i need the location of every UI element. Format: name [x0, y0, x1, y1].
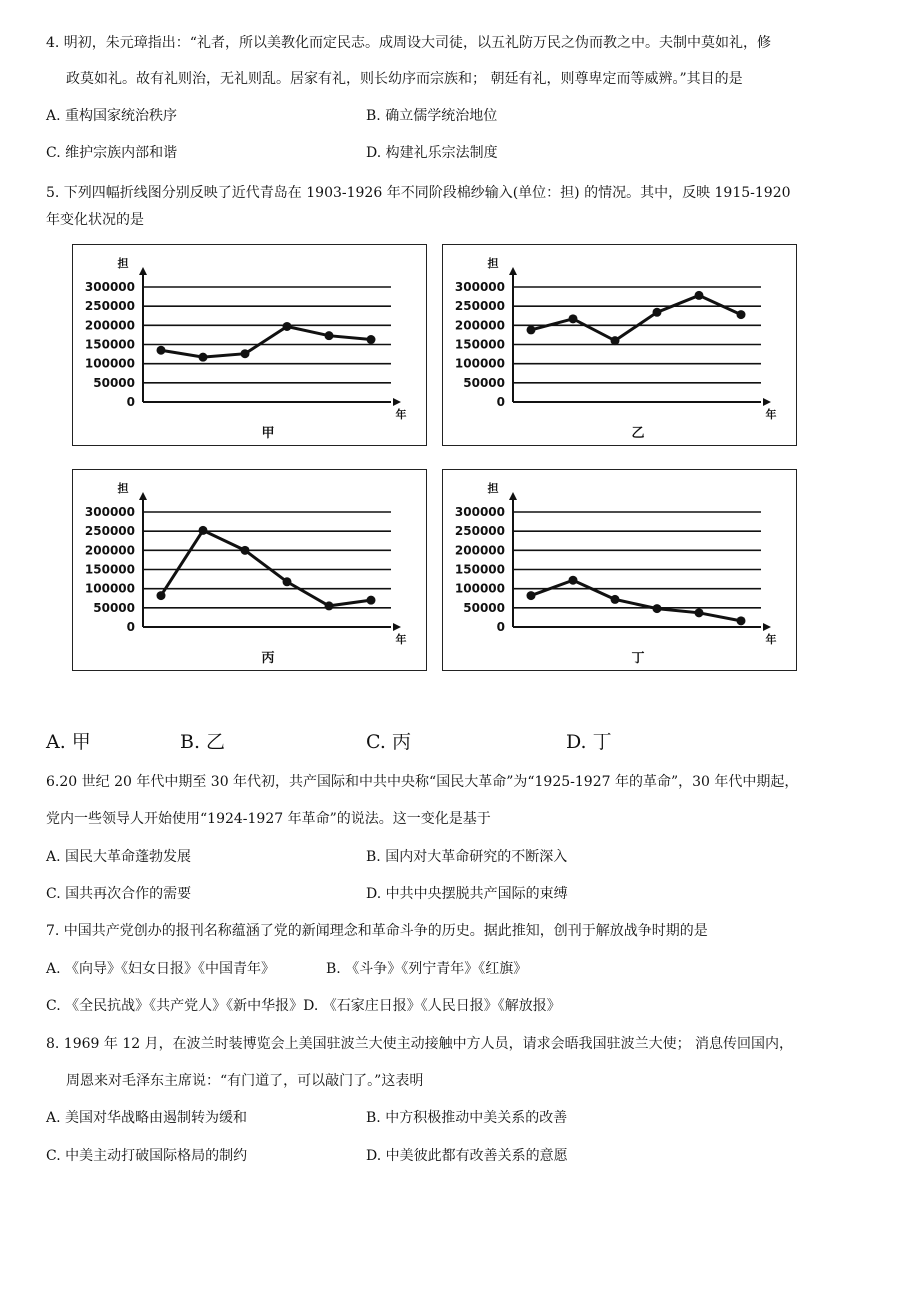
y-axis-arrow	[139, 267, 147, 275]
y-axis-label: 担	[117, 257, 129, 270]
y-axis-label: 担	[117, 482, 129, 495]
data-point	[527, 325, 536, 334]
q5-option-a[interactable]: A. 甲	[46, 731, 91, 753]
y-tick-label: 150000	[454, 562, 505, 577]
q8-option-d[interactable]: D. 中美彼此都有改善关系的意愿	[366, 1148, 568, 1164]
y-tick-label: 250000	[84, 524, 135, 539]
y-axis-label: 担	[487, 257, 499, 270]
q5-option-c[interactable]: C. 丙	[366, 731, 411, 753]
data-point	[283, 322, 292, 331]
data-point	[241, 546, 250, 555]
data-point	[283, 577, 292, 586]
q6-option-c[interactable]: C. 国共再次合作的需要	[46, 886, 192, 902]
q8-option-a[interactable]: A. 美国对华战略由遏制转为缓和	[46, 1110, 248, 1126]
q5-stem-line1: 5. 下列四幅折线图分别反映了近代青岛在 1903-1926 年不同阶段棉纱输入(单位：担) 的情况。其中，反映 1915-1920	[46, 185, 791, 201]
q4-option-b[interactable]: B. 确立儒学统治地位	[366, 108, 498, 124]
data-point	[367, 335, 376, 344]
q8-option-b[interactable]: B. 中方积极推动中美关系的改善	[366, 1110, 568, 1126]
y-tick-label: 0	[496, 620, 505, 634]
y-tick-label: 50000	[463, 375, 505, 390]
chart-title: 丙	[261, 651, 275, 666]
y-tick-label: 300000	[84, 505, 135, 519]
y-tick-label: 300000	[454, 280, 505, 294]
y-tick-label: 250000	[84, 299, 135, 314]
y-axis-arrow	[509, 492, 517, 500]
chart-jia-svg	[73, 245, 426, 445]
data-point	[611, 336, 620, 345]
y-tick-label: 0	[126, 620, 135, 634]
q8-stem-line1: 8. 1969 年 12 月，在波兰时装博览会上美国驻波兰大使主动接触中方人员，请求会晤我国驻波兰大使； 消息传回国内，	[46, 1036, 794, 1052]
y-tick-label: 50000	[93, 375, 135, 390]
data-point	[695, 291, 704, 300]
y-tick-label: 50000	[463, 600, 505, 615]
x-axis-arrow	[763, 623, 771, 631]
q4-stem-line2: 政莫如礼。故有礼则治，无礼则乱。居家有礼，则长幼序而宗族和； 朝廷有礼，则尊卑定而等威辨。”其目的是	[66, 71, 743, 87]
data-point	[611, 595, 620, 604]
chart-jia	[72, 244, 427, 446]
series-line	[531, 295, 741, 340]
x-axis-label: 年	[765, 408, 777, 421]
y-tick-label: 300000	[84, 280, 135, 294]
series-line	[161, 326, 371, 357]
chart-bing-svg	[73, 470, 426, 670]
y-tick-label: 50000	[93, 600, 135, 615]
series-line	[161, 530, 371, 606]
x-axis-label: 年	[765, 633, 777, 646]
data-point	[695, 608, 704, 617]
q7-stem-line1: 7. 中国共产党创办的报刊名称蕴涵了党的新闻理念和革命斗争的历史。据此推知，创刊于解放战争时期的是	[46, 923, 708, 939]
data-point	[325, 331, 334, 340]
y-tick-label: 100000	[454, 581, 505, 596]
chart-title: 甲	[261, 426, 275, 441]
y-tick-label: 150000	[454, 337, 505, 352]
q5-option-b[interactable]: B. 乙	[180, 731, 226, 753]
y-axis-arrow	[139, 492, 147, 500]
y-tick-label: 100000	[84, 356, 135, 371]
q6-option-d[interactable]: D. 中共中央摆脱共产国际的束缚	[366, 886, 568, 902]
chart-ding	[442, 469, 797, 671]
x-axis-arrow	[763, 398, 771, 406]
data-point	[241, 349, 250, 358]
q4-option-c[interactable]: C. 维护宗族内部和谐	[46, 145, 178, 161]
y-tick-label: 0	[496, 395, 505, 409]
q6-stem-line2: 党内一些领导人开始使用“1924-1927 年革命”的说法。这一变化是基于	[46, 811, 491, 827]
x-axis-label: 年	[395, 633, 407, 646]
y-axis-label: 担	[487, 482, 499, 495]
y-tick-label: 250000	[454, 299, 505, 314]
data-point	[367, 596, 376, 605]
x-axis-arrow	[393, 398, 401, 406]
data-point	[199, 353, 208, 362]
chart-ding-svg	[443, 470, 796, 670]
data-point	[527, 591, 536, 600]
y-tick-label: 150000	[84, 562, 135, 577]
y-axis-arrow	[509, 267, 517, 275]
data-point	[199, 526, 208, 535]
q6-option-b[interactable]: B. 国内对大革命研究的不断深入	[366, 849, 568, 865]
chart-title: 乙	[631, 426, 645, 441]
chart-bing	[72, 469, 427, 671]
data-point	[653, 308, 662, 317]
y-tick-label: 200000	[454, 543, 505, 558]
q7-option-c-d[interactable]: C. 《全民抗战》《共产党人》《新中华报》D. 《石家庄日报》《人民日报》《解放报》	[46, 998, 561, 1014]
q6-option-a[interactable]: A. 国民大革命蓬勃发展	[46, 849, 192, 865]
y-tick-label: 100000	[84, 581, 135, 596]
q4-option-d[interactable]: D. 构建礼乐宗法制度	[366, 145, 498, 161]
data-point	[737, 616, 746, 625]
chart-yi	[442, 244, 797, 446]
x-axis-arrow	[393, 623, 401, 631]
chart-title: 丁	[631, 651, 645, 666]
y-tick-label: 250000	[454, 524, 505, 539]
y-tick-label: 100000	[454, 356, 505, 371]
q8-stem-line2: 周恩来对毛泽东主席说：“有门道了，可以敲门了。”这表明	[66, 1073, 424, 1089]
data-point	[569, 576, 578, 585]
q8-option-c[interactable]: C. 中美主动打破国际格局的制约	[46, 1148, 248, 1164]
data-point	[325, 601, 334, 610]
q4-stem-line1: 4. 明初，朱元璋指出：“礼者，所以美教化而定民志。成周设大司徒，以五礼防万民之伪而教之中。夫制中莫如礼，修	[46, 35, 771, 51]
data-point	[653, 604, 662, 613]
series-line	[531, 580, 741, 621]
y-tick-label: 200000	[84, 543, 135, 558]
x-axis-label: 年	[395, 408, 407, 421]
q4-option-a[interactable]: A. 重构国家统治秩序	[46, 108, 178, 124]
q7-option-b[interactable]: B. 《斗争》《列宁青年》《红旗》	[326, 961, 528, 977]
q5-option-d[interactable]: D. 丁	[566, 731, 612, 753]
data-point	[157, 591, 166, 600]
q5-stem-line2: 年变化状况的是	[46, 212, 144, 228]
data-point	[737, 310, 746, 319]
y-tick-label: 150000	[84, 337, 135, 352]
y-tick-label: 0	[126, 395, 135, 409]
q7-option-a[interactable]: A. 《向导》《妇女日报》《中国青年》	[46, 961, 276, 977]
q6-stem-line1: 6.20 世纪 20 年代中期至 30 年代初，共产国际和中共中央称“国民大革命”为“1925-1927 年的革命”，30 年代中期起，	[46, 774, 799, 790]
y-tick-label: 200000	[84, 318, 135, 333]
data-point	[569, 314, 578, 323]
chart-yi-svg	[443, 245, 796, 445]
y-tick-label: 200000	[454, 318, 505, 333]
y-tick-label: 300000	[454, 505, 505, 519]
data-point	[157, 346, 166, 355]
